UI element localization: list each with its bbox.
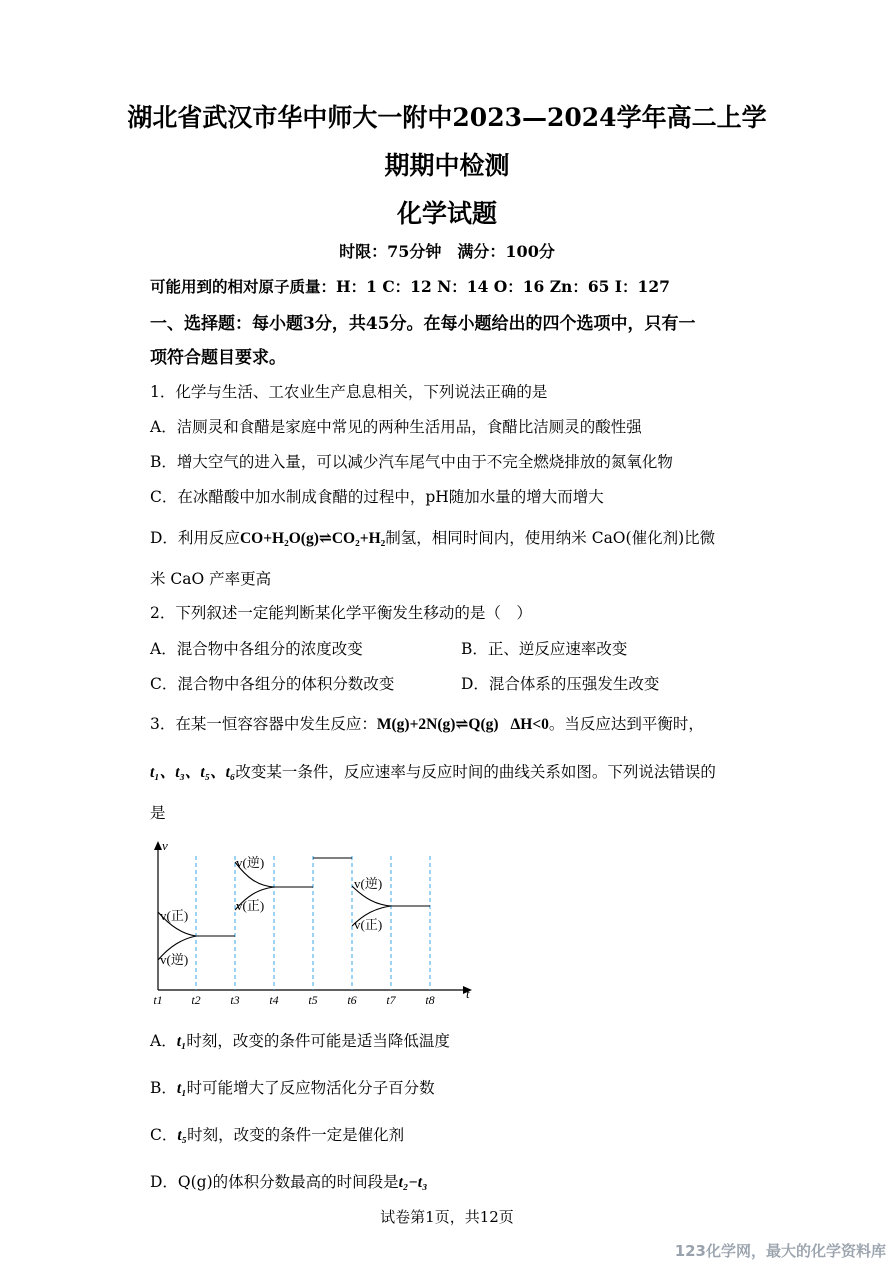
q1-d-suffix: 制氢，相同时间内，使用纳米 CaO(催化剂)比微 bbox=[385, 529, 716, 547]
tick-t5: t5 bbox=[308, 993, 318, 1007]
time-limit: 时限：75分钟 满分：100分 bbox=[339, 242, 555, 261]
x-axis-label: t bbox=[466, 986, 470, 1001]
tick-t6: t6 bbox=[347, 993, 357, 1007]
tick-t1: t1 bbox=[153, 993, 163, 1007]
q1-option-c: C．在冰醋酸中加水制成食醋的过程中，pH随加水量的增大而增大 bbox=[150, 488, 604, 506]
label-seg6-forward: v(正) bbox=[354, 917, 383, 932]
q3-stem-prefix: 3．在某一恒容容器中发生反应： bbox=[150, 715, 377, 733]
label-seg1-reverse: v(逆) bbox=[160, 952, 189, 967]
label-seg1-forward: v(正) bbox=[160, 908, 189, 923]
q3-c-text: 时刻，改变的条件一定是催化剂 bbox=[187, 1126, 405, 1144]
tick-t4: t4 bbox=[269, 993, 279, 1007]
q1-option-b: B．增大空气的进入量，可以减少汽车尾气中由于不完全燃烧排放的氮氧化物 bbox=[150, 453, 673, 471]
q1-option-a: A．洁厕灵和食醋是家庭中常见的两种生活用品，食醋比洁厕灵的酸性强 bbox=[150, 418, 642, 436]
subject-title: 化学试题 bbox=[396, 199, 497, 228]
q3-time-vars: t₁、t₃、t₅、t₆ bbox=[150, 764, 236, 781]
watermark: 123化学网，最大的化学资料库 bbox=[674, 1242, 886, 1260]
q3-a-prefix: A． bbox=[150, 1032, 177, 1050]
rate-curves bbox=[158, 858, 430, 960]
q3-option-a bbox=[150, 1029, 450, 1051]
tick-labels bbox=[153, 993, 434, 1007]
q3-stem-line2 bbox=[150, 760, 716, 782]
q3-equation: M(g)+2N(g)⇌Q(g) bbox=[376, 716, 499, 733]
q1-d-prefix: D．利用反应 bbox=[150, 529, 240, 547]
q3-d-var: t₂−t₃ bbox=[398, 1174, 428, 1191]
q3-line2-text: 改变某一条件，反应速率与反应时间的曲线关系如图。下列说法错误的 bbox=[235, 763, 716, 781]
y-axis-arrow bbox=[154, 841, 162, 850]
y-axis-label: v bbox=[162, 838, 168, 853]
tick-t2: t2 bbox=[191, 993, 201, 1007]
q2-option-b: B．正、逆反应速率改变 bbox=[461, 640, 628, 658]
q3-c-prefix: C． bbox=[150, 1126, 178, 1144]
q3-option-d bbox=[150, 1170, 427, 1192]
q1-d-equation: CO+H₂O(g)⇌CO₂+H₂ bbox=[239, 530, 386, 547]
label-seg3-reverse: v(逆) bbox=[236, 855, 265, 870]
title-line-1: 湖北省武汉市华中师大一附中2023—2024学年高二上学 bbox=[127, 103, 767, 132]
q3-option-b bbox=[150, 1076, 435, 1098]
q3-a-var: t₁ bbox=[176, 1033, 187, 1050]
rate-time-graph bbox=[146, 836, 482, 1008]
tick-t3: t3 bbox=[230, 993, 240, 1007]
page-footer: 试卷第1页，共12页 bbox=[380, 1208, 514, 1226]
q3-stem-suffix: 。当反应达到平衡时， bbox=[548, 715, 704, 733]
q2-option-c: C．混合物中各组分的体积分数改变 bbox=[150, 675, 395, 693]
title-line-2: 期期中检测 bbox=[384, 151, 510, 180]
q3-b-prefix: B． bbox=[150, 1079, 177, 1097]
q3-delta-h: ΔH<0 bbox=[510, 716, 549, 733]
tick-t7: t7 bbox=[386, 993, 396, 1007]
q3-b-text: 时可能增大了反应物活化分子百分数 bbox=[186, 1079, 435, 1097]
label-seg6-reverse: v(逆) bbox=[354, 876, 383, 891]
section-heading-2: 项符合题目要求。 bbox=[150, 348, 286, 368]
q1-option-d-line2: 米 CaO 产率更高 bbox=[150, 570, 272, 588]
atomic-masses: 可能用到的相对原子质量：H：1 C：12 N：14 O：16 Zn：65 I：127 bbox=[150, 277, 670, 296]
q2-option-a: A．混合物中各组分的浓度改变 bbox=[150, 640, 363, 658]
q3-b-var: t₁ bbox=[176, 1080, 187, 1097]
q3-d-prefix: D．Q(g)的体积分数最高的时间段是 bbox=[150, 1173, 399, 1191]
q2-stem: 2．下列叙述一定能判断某化学平衡发生移动的是（ ） bbox=[150, 604, 532, 622]
q3-c-var: t₅ bbox=[177, 1127, 188, 1144]
q1-option-d bbox=[150, 526, 715, 548]
label-seg3-forward: v(正) bbox=[236, 898, 265, 913]
curve-labels bbox=[160, 855, 382, 967]
q3-stem-line3: 是 bbox=[150, 804, 166, 822]
q1-stem: 1．化学与生活、工农业生产息息相关，下列说法正确的是 bbox=[150, 383, 548, 401]
section-heading-1: 一、选择题：每小题3分，共45分。在每小题给出的四个选项中，只有一 bbox=[150, 314, 696, 334]
q3-option-c bbox=[150, 1123, 404, 1145]
time-markers bbox=[196, 856, 430, 990]
tick-t8: t8 bbox=[425, 993, 435, 1007]
q3-a-text: 时刻，改变的条件可能是适当降低温度 bbox=[186, 1032, 450, 1050]
q2-option-d: D．混合体系的压强发生改变 bbox=[461, 675, 660, 693]
q3-stem bbox=[150, 712, 704, 734]
